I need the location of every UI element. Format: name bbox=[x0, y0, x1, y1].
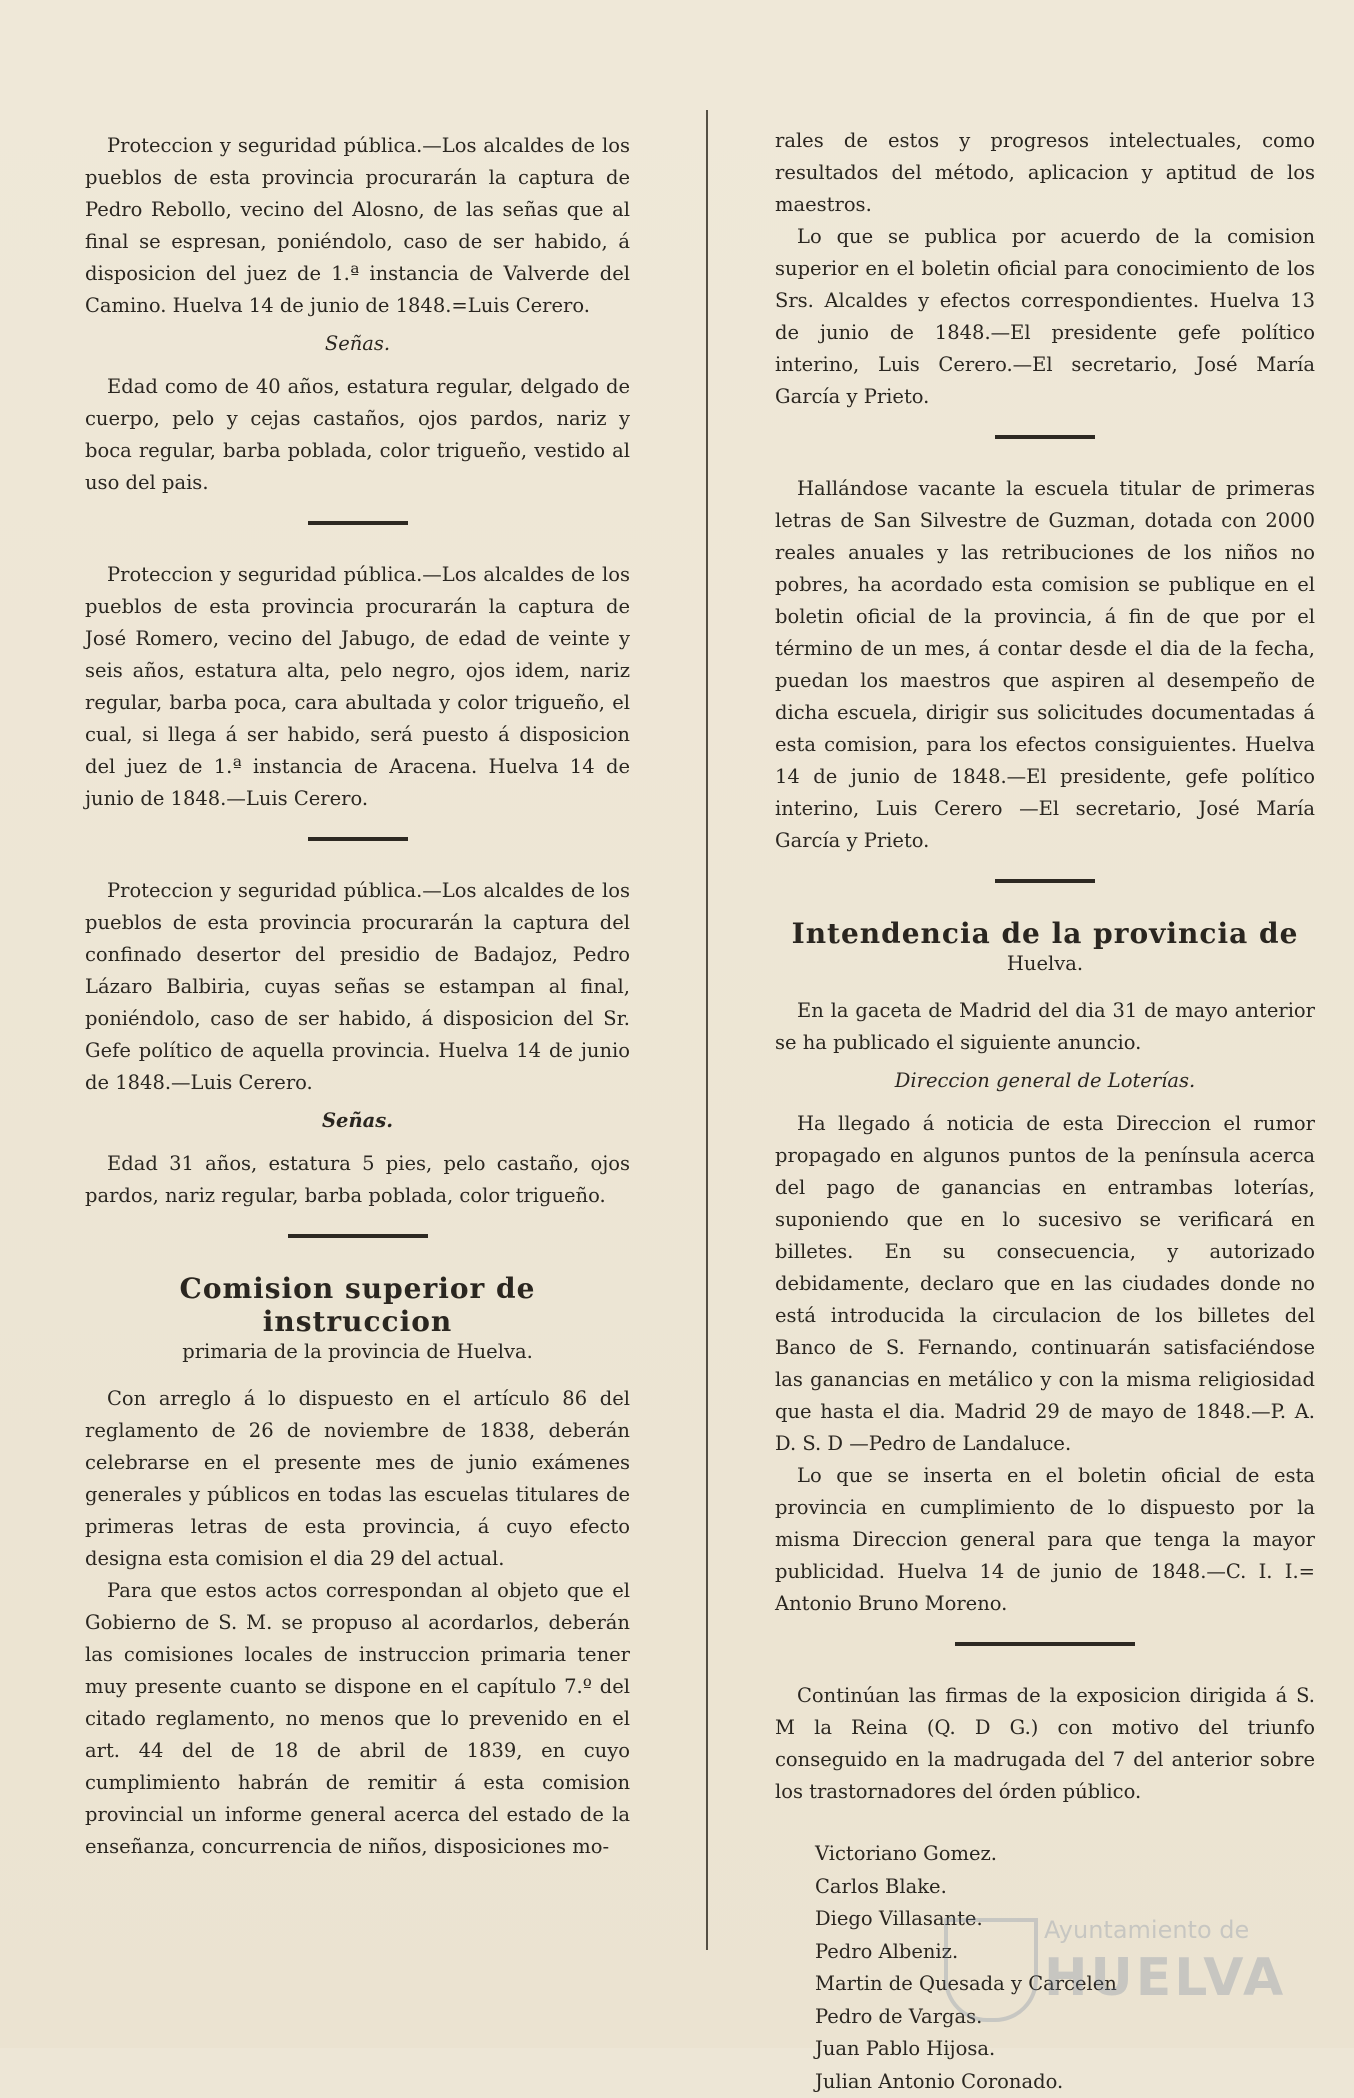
signature-name: Pedro de Vargas. bbox=[815, 2001, 1315, 2034]
loterias-paragraph: Ha llegado á noticia de esta Direccion el rumor propagado en algunos puntos de la península acerca del pago de ganancias en entrambas loterías, suponiendo que en lo sucesivo se verificará en billetes. En su consecuencia, y autorizado debidamente, declaro que en las ciudades donde no está introducida la circulacion de los billetes del Banco de S. Fernando, continuarán satisfaciéndose las ganancias en metálico y con la misma religiosidad que hasta el dia. Madrid 29 de mayo de 1848.—P. A. D. S. D —Pedro de Landaluce. bbox=[775, 1108, 1315, 1460]
comision-subheading: primaria de la provincia de Huelva. bbox=[85, 1340, 630, 1363]
senas-title: Señas. bbox=[85, 332, 630, 355]
intendencia-intro: En la gaceta de Madrid del dia 31 de mayo anterior se ha publicado el siguiente anuncio. bbox=[775, 995, 1315, 1059]
direccion-title: Direccion general de Loterías. bbox=[775, 1069, 1315, 1092]
continuation-text: rales de estos y progresos intelectuales, como resultados del método, aplicacion y aptitud de los maestros. bbox=[775, 125, 1315, 221]
separator-rule bbox=[308, 521, 408, 525]
comision-paragraph-2: Para que estos actos correspondan al objeto que el Gobierno de S. M. se propuso al acordarlos, deberán las comisiones locales de instruccion primaria tener muy presente cuanto se dispone en el capítulo 7.º del citado reglamento, no menos que lo prevenido en el art. 44 del de 18 de abril de 1839, en cuyo cumplimiento habrán de remitir á esta comision provincial un informe general acerca del estado de la enseñanza, concurrencia de niños, disposiciones mo- bbox=[85, 1575, 630, 1863]
comision-heading: Comision superior de instruccion bbox=[85, 1272, 630, 1338]
signature-name: Diego Villasante. bbox=[815, 1903, 1315, 1936]
ayuntamiento-watermark bbox=[944, 1908, 1274, 2018]
comision-paragraph-1: Con arreglo á lo dispuesto en el artículo 86 del reglamento de 26 de noviembre de 1838, deberán celebrarse en el presente mes de junio exámenes generales y públicos en todas las escuelas titulares de primeras letras de esta provincia, á cuyo efecto designa esta comision el dia 29 del actual. bbox=[85, 1383, 630, 1575]
intendencia-heading: Intendencia de la provincia de bbox=[775, 917, 1315, 950]
crest-icon bbox=[944, 1918, 1038, 2022]
separator-rule bbox=[288, 1234, 428, 1238]
signature-name: Martin de Quesada y Carcelen bbox=[815, 1968, 1315, 2001]
watermark-line-2: HUELVA bbox=[1044, 1948, 1286, 2008]
left-column bbox=[85, 130, 630, 1863]
column-divider bbox=[706, 110, 708, 1950]
intendencia-subheading: Huelva. bbox=[775, 952, 1315, 975]
signature-name: Pedro Albeniz. bbox=[815, 1936, 1315, 1969]
separator-rule bbox=[995, 435, 1095, 439]
watermark-line-1: Ayuntamiento de bbox=[1044, 1916, 1249, 1944]
separator-rule bbox=[955, 1642, 1135, 1646]
senas-text: Edad 31 años, estatura 5 pies, pelo castaño, ojos pardos, nariz regular, barba poblada, color trigueño. bbox=[85, 1148, 630, 1212]
signature-name: Carlos Blake. bbox=[815, 1871, 1315, 1904]
publica-paragraph: Lo que se publica por acuerdo de la comision superior en el boletin oficial para conocimiento de los Srs. Alcaldes y efectos correspondientes. Huelva 13 de junio de 1848.—El presidente gefe político interino, Luis Cerero.—El secretario, José María García y Prieto. bbox=[775, 221, 1315, 413]
separator-rule bbox=[995, 879, 1095, 883]
right-column bbox=[775, 125, 1315, 2098]
notice-pedro-rebollo: Proteccion y seguridad pública.—Los alcaldes de los pueblos de esta provincia procurarán la captura de Pedro Rebollo, vecino del Alosno, de las señas que al final se espresan, poniéndolo, caso de ser habido, á disposicion del juez de 1.ª instancia de Valverde del Camino. Huelva 14 de junio de 1848.=Luis Cerero. bbox=[85, 130, 630, 322]
signature-name: Julian Antonio Coronado. bbox=[815, 2066, 1315, 2098]
signature-name: Victoriano Gomez. bbox=[815, 1838, 1315, 1871]
senas-title: Señas. bbox=[85, 1109, 630, 1132]
inserta-paragraph: Lo que se inserta en el boletin oficial de esta provincia en cumplimiento de lo dispuesto por la misma Direccion general para que tenga la mayor publicidad. Huelva 14 de junio de 1848.—C. I. I.= Antonio Bruno Moreno. bbox=[775, 1460, 1315, 1620]
firmas-intro: Continúan las firmas de la exposicion dirigida á S. M la Reina (Q. D G.) con motivo del triunfo conseguido en la madrugada del 7 del anterior sobre los trastornadores del órden público. bbox=[775, 1680, 1315, 1808]
vacante-paragraph: Hallándose vacante la escuela titular de primeras letras de San Silvestre de Guzman, dotada con 2000 reales anuales y las retribuciones de los niños no pobres, ha acordado esta comision se publique en el boletin oficial de la provincia, á fin de que por el término de un mes, á contar desde el dia de la fecha, puedan los maestros que aspiren al desempeño de dicha escuela, dirigir sus solicitudes documentadas á esta comision, para los efectos consiguientes. Huelva 14 de junio de 1848.—El presidente, gefe político interino, Luis Cerero —El secretario, José María García y Prieto. bbox=[775, 473, 1315, 857]
notice-jose-romero: Proteccion y seguridad pública.—Los alcaldes de los pueblos de esta provincia procurarán la captura de José Romero, vecino del Jabugo, de edad de veinte y seis años, estatura alta, pelo negro, ojos idem, nariz regular, barba poca, cara abultada y color trigueño, el cual, si llega á ser habido, será puesto á disposicion del juez de 1.ª instancia de Aracena. Huelva 14 de junio de 1848.—Luis Cerero. bbox=[85, 559, 630, 815]
notice-pedro-lazaro: Proteccion y seguridad pública.—Los alcaldes de los pueblos de esta provincia procurarán la captura del confinado desertor del presidio de Badajoz, Pedro Lázaro Balbiria, cuyas señas se estampan al final, poniéndolo, caso de ser habido, á disposicion del Sr. Gefe político de aquella provincia. Huelva 14 de junio de 1848.—Luis Cerero. bbox=[85, 875, 630, 1099]
signature-name: Juan Pablo Hijosa. bbox=[815, 2033, 1315, 2066]
senas-text: Edad como de 40 años, estatura regular, delgado de cuerpo, pelo y cejas castaños, ojos pardos, nariz y boca regular, barba poblada, color trigueño, vestido al uso del pais. bbox=[85, 371, 630, 499]
separator-rule bbox=[308, 837, 408, 841]
